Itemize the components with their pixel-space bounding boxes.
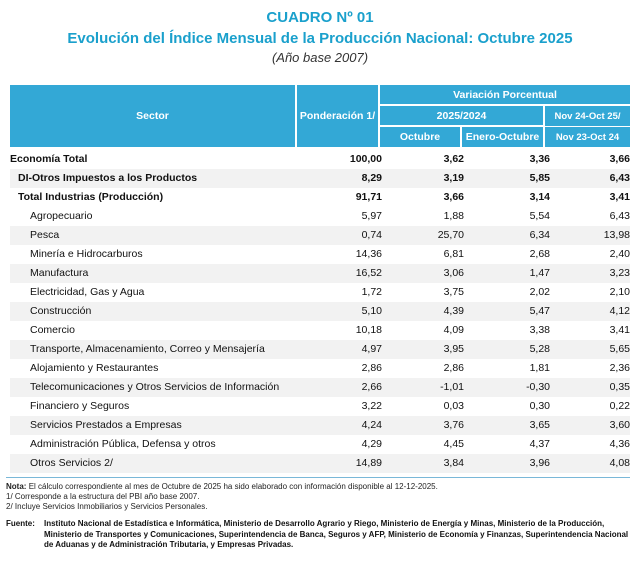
note-2: 2/ Incluye Servicios Inmobiliarios y Servicios Personales. — [6, 502, 208, 511]
row-octubre: 0,03 — [443, 400, 464, 412]
row-octubre: 3,76 — [443, 419, 464, 431]
table-row — [10, 435, 630, 454]
header-variacion: Variación Porcentual — [380, 85, 630, 104]
row-ponderacion: 4,29 — [361, 438, 382, 450]
row-sector: Economía Total — [10, 153, 88, 165]
row-enero-octubre: 1,47 — [529, 267, 550, 279]
row-octubre: 3,66 — [443, 191, 464, 203]
header-nov-bottom: Nov 23-Oct 24 — [545, 127, 630, 147]
row-sector: Telecomunicaciones y Otros Servicios de Información — [30, 381, 280, 393]
nota-label: Nota: — [6, 482, 27, 491]
row-octubre: 3,95 — [443, 343, 464, 355]
row-nov: 3,41 — [609, 191, 630, 203]
row-ponderacion: 14,36 — [355, 248, 382, 260]
table-number: CUADRO Nº 01 — [266, 9, 374, 26]
source-text: Instituto Nacional de Estadística e Informática, Ministerio de Desarrollo Agrario y Riego, Ministerio de Energía y Minas, Ministerio de la Producción, Ministerio de Transportes y Comunicaciones, Superintendencia de Banca, Seguros y AFP, Ministerio de Economía y Finanzas, Superintendencia Nacional de Aduanas y de Administración Tributaria, y Empresas Privadas. — [44, 519, 629, 549]
row-ponderacion: 100,00 — [349, 153, 382, 165]
row-nov: 3,23 — [609, 267, 630, 279]
row-enero-octubre: 5,28 — [529, 343, 550, 355]
row-enero-octubre: 0,30 — [529, 400, 550, 412]
table-row — [10, 321, 630, 340]
row-octubre: 4,09 — [443, 324, 464, 336]
header-period: 2025/2024 — [380, 106, 543, 125]
row-sector: Minería e Hidrocarburos — [30, 248, 143, 260]
row-octubre: 3,06 — [443, 267, 464, 279]
table-title: Evolución del Índice Mensual de la Producción Nacional: Octubre 2025 — [67, 30, 573, 47]
row-enero-octubre: 2,02 — [529, 286, 550, 298]
row-enero-octubre: 5,85 — [529, 172, 550, 184]
table-row — [10, 150, 630, 170]
row-ponderacion: 2,66 — [361, 381, 382, 393]
row-ponderacion: 5,97 — [361, 210, 382, 222]
row-enero-octubre: 3,36 — [529, 153, 550, 165]
row-enero-octubre: 3,14 — [529, 191, 550, 203]
table-row — [10, 340, 630, 359]
header-enero-octubre: Enero-Octubre — [462, 127, 543, 147]
table-row — [10, 226, 630, 245]
row-sector: Administración Pública, Defensa y otros — [30, 438, 216, 450]
row-enero-octubre: 3,38 — [529, 324, 550, 336]
row-ponderacion: 14,89 — [355, 457, 382, 469]
table-bottom-rule — [6, 477, 630, 478]
row-ponderacion: 5,10 — [361, 305, 382, 317]
table-subtitle: (Año base 2007) — [271, 50, 369, 65]
row-ponderacion: 10,18 — [355, 324, 382, 336]
row-enero-octubre: 3,65 — [529, 419, 550, 431]
source-label: Fuente: — [6, 519, 35, 528]
row-sector: Comercio — [30, 324, 75, 336]
row-octubre: 6,81 — [443, 248, 464, 260]
row-enero-octubre: 6,34 — [529, 229, 550, 241]
row-nov: 3,41 — [609, 324, 630, 336]
row-enero-octubre: 5,47 — [529, 305, 550, 317]
table-row — [10, 207, 630, 226]
row-ponderacion: 4,97 — [361, 343, 382, 355]
table-row — [10, 188, 630, 207]
row-sector: Alojamiento y Restaurantes — [30, 362, 159, 374]
row-nov: 2,10 — [609, 286, 630, 298]
row-nov: 5,65 — [609, 343, 630, 355]
table-row — [10, 169, 630, 188]
row-nov: 4,08 — [609, 457, 630, 469]
row-sector: Total Industrias (Producción) — [18, 191, 164, 203]
header-ponderacion: Ponderación 1/ — [297, 85, 378, 147]
row-ponderacion: 3,22 — [361, 400, 382, 412]
row-nov: 2,36 — [609, 362, 630, 374]
row-nov: 0,22 — [609, 400, 630, 412]
row-enero-octubre: 4,37 — [529, 438, 550, 450]
row-sector: Financiero y Seguros — [30, 400, 130, 412]
row-octubre: 3,75 — [443, 286, 464, 298]
row-sector: Servicios Prestados a Empresas — [30, 419, 182, 431]
row-octubre: 4,39 — [443, 305, 464, 317]
row-octubre: 3,19 — [443, 172, 464, 184]
notes — [6, 482, 438, 512]
table-row — [10, 378, 630, 397]
table-row — [10, 359, 630, 378]
row-enero-octubre: 3,96 — [529, 457, 550, 469]
row-octubre: 3,62 — [443, 153, 464, 165]
row-sector: Pesca — [30, 229, 60, 241]
row-nov: 4,36 — [609, 438, 630, 450]
row-nov: 0,35 — [609, 381, 630, 393]
row-nov: 2,40 — [609, 248, 630, 260]
row-enero-octubre: 5,54 — [529, 210, 550, 222]
row-enero-octubre: -0,30 — [526, 381, 550, 393]
row-ponderacion: 91,71 — [355, 191, 382, 203]
row-nov: 6,43 — [609, 172, 630, 184]
header-nov-top: Nov 24-Oct 25/ — [545, 106, 630, 126]
row-nov: 6,43 — [609, 210, 630, 222]
table-row — [10, 397, 630, 416]
row-octubre: 4,45 — [443, 438, 464, 450]
row-nov: 3,60 — [609, 419, 630, 431]
table-row — [10, 454, 630, 473]
note-1: 1/ Corresponde a la estructura del PBI año base 2007. — [6, 492, 200, 501]
row-enero-octubre: 1,81 — [529, 362, 550, 374]
row-octubre: 25,70 — [437, 229, 464, 241]
row-ponderacion: 16,52 — [355, 267, 382, 279]
row-octubre: 3,84 — [443, 457, 464, 469]
row-enero-octubre: 2,68 — [529, 248, 550, 260]
row-octubre: 1,88 — [443, 210, 464, 222]
row-sector: Electricidad, Gas y Agua — [30, 286, 145, 298]
row-nov: 3,66 — [609, 153, 630, 165]
row-ponderacion: 0,74 — [361, 229, 382, 241]
row-nov: 4,12 — [609, 305, 630, 317]
row-ponderacion: 8,29 — [361, 172, 382, 184]
nota-text: El cálculo correspondiente al mes de Octubre de 2025 ha sido elaborado con información disponible al 12-12-2025. — [28, 482, 438, 491]
row-sector: DI-Otros Impuestos a los Productos — [18, 172, 198, 184]
row-sector: Construcción — [30, 305, 92, 317]
row-sector: Transporte, Almacenamiento, Correo y Mensajería — [30, 343, 265, 355]
row-ponderacion: 4,24 — [361, 419, 382, 431]
row-ponderacion: 2,86 — [361, 362, 382, 374]
table-row — [10, 264, 630, 283]
table-row — [10, 302, 630, 321]
table-row — [10, 283, 630, 302]
header-octubre: Octubre — [380, 127, 460, 147]
table-row — [10, 416, 630, 435]
row-octubre: -1,01 — [440, 381, 464, 393]
row-sector: Manufactura — [30, 267, 89, 279]
row-nov: 13,98 — [603, 229, 630, 241]
table-row — [10, 245, 630, 264]
row-octubre: 2,86 — [443, 362, 464, 374]
row-sector: Agropecuario — [30, 210, 93, 222]
row-ponderacion: 1,72 — [361, 286, 382, 298]
header-sector: Sector — [10, 85, 295, 147]
row-sector: Otros Servicios 2/ — [30, 457, 113, 469]
